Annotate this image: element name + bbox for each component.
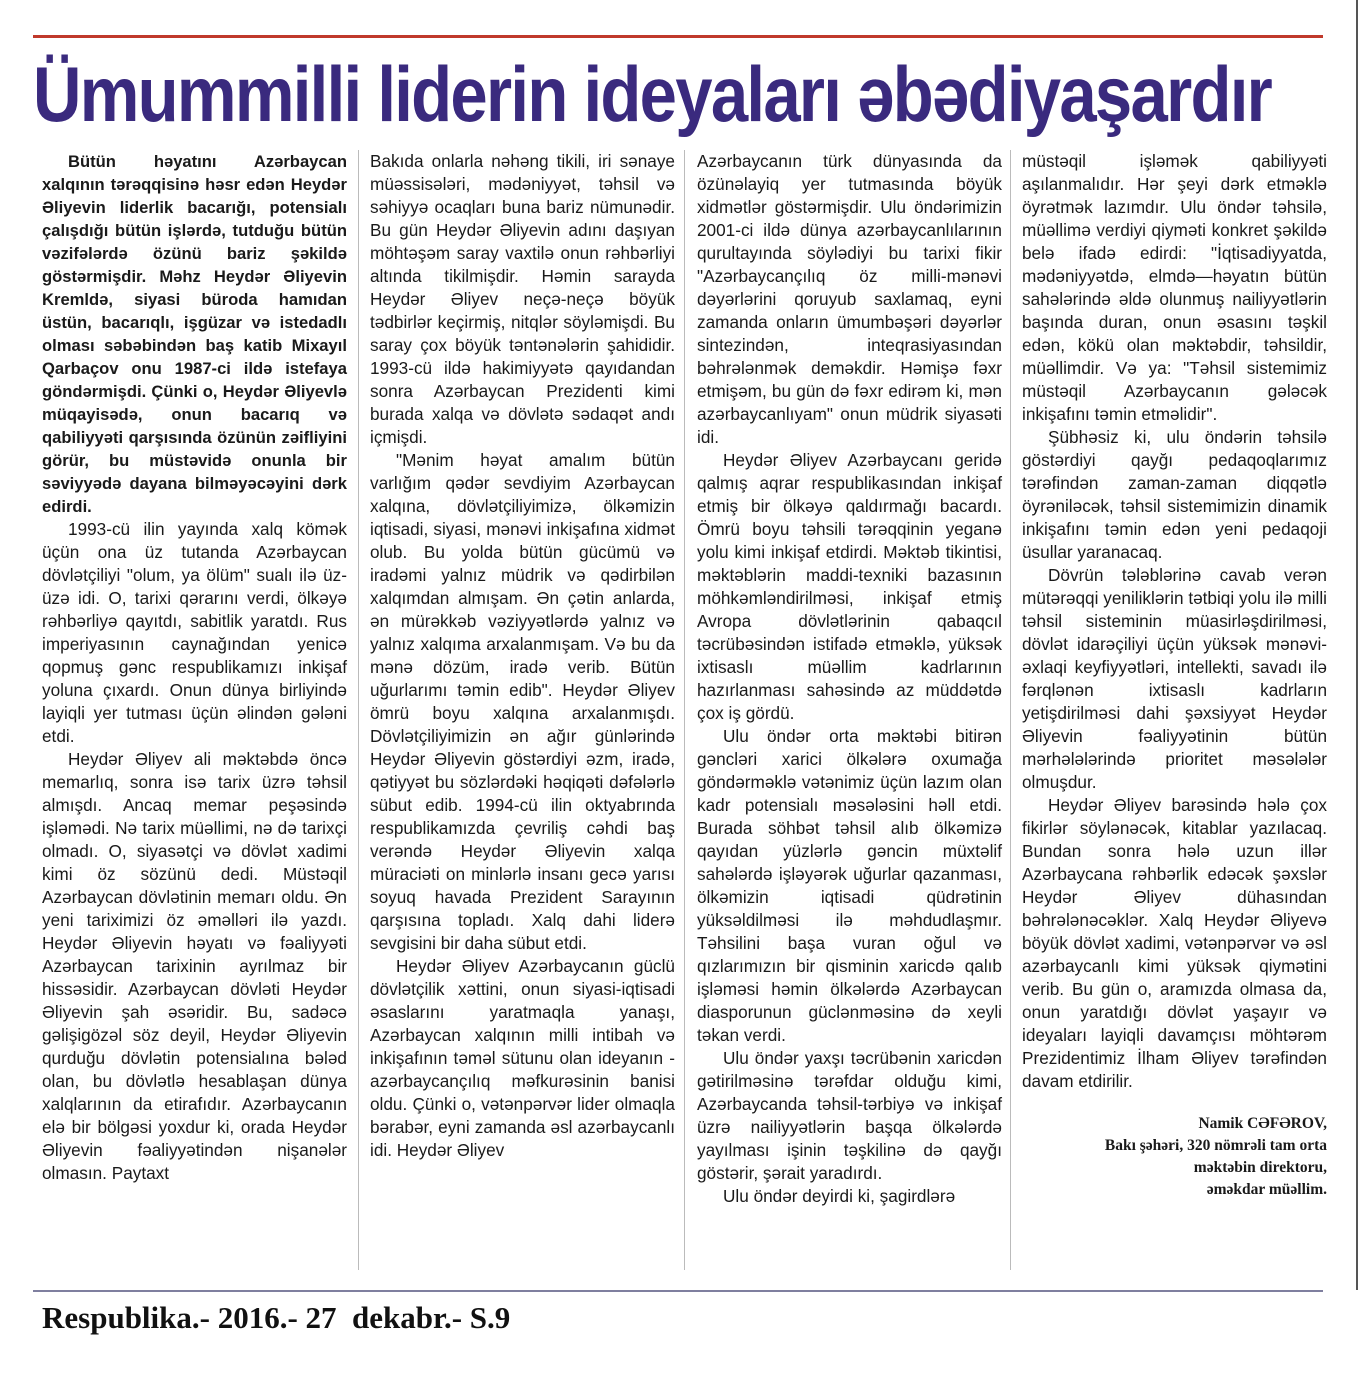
column-separator — [1010, 150, 1011, 1270]
paragraph: Dövrün tələblərinə cavab verən mütərəqqi yeniliklərin tətbiqi yolu ilə milli təhsil sisteminin müasirləşdirilməsi, dövlət idarəçiliyi üçün yüksək mənəvi-əxlaqi keyfiyyətləri, intellekti, savadı ilə fərqlənən ixtisaslı kadrların yetişdirilməsi dahi şəxsiyyət Heydər Əliyevin fəaliyyətinin bütün mərhələlərində prioritet məsələlər olmuşdur. — [1022, 565, 1327, 792]
author-title-line: məktəbin direktoru, — [1193, 1159, 1327, 1176]
column-separator — [684, 150, 685, 1270]
page-edge-line — [1356, 0, 1358, 1290]
bottom-rule — [33, 1290, 1323, 1292]
article-column-4 — [1022, 150, 1327, 1201]
author-signature — [1022, 1113, 1327, 1201]
paragraph: "Mənim həyat amalım bütün varlığım qədər sevdiyim Azərbaycan xalqına, dövlətçiliyimizə, ölkəmizin iqtisadi, siyasi, mənəvi inkişafına xidmət olub. Bu yolda bütün gücümü və iradəmi yalnız müdrik və qədirbilən xalqımdan almışam. Ən çətin anlarda, ən mürəkkəb vəziyyətlərdə yalnız və yalnız xalqıma arxalanmışam. Və bu da mənə dözüm, iradə verib. Bütün uğurlarımı təmin edib". Heydər Əliyev ömrü boyu xalqına arxalanmışdı. Dövlətçiliyimizin ən ağır günlərində Heydər Əliyevin göstərdiyi əzm, iradə, qətiyyət bu sözlərdəki həqiqəti dəfələrlə sübut edib. 1994-cü ilin oktyabrında respublikamızda çevriliş cəhdi baş verəndə Heydər Əliyevin xalqa müraciəti on minlərlə insanı gecə yarısı soyuq havada Prezident Sarayının qarşısına topladı. Xalq dahi liderə sevgisini bir daha sübut etdi. — [370, 450, 675, 953]
paragraph: Heydər Əliyev ali məktəbdə öncə memarlıq, sonra isə tarix üzrə təhsil almışdı. Ancaq memar peşəsində işləmədi. Nə tarix müəllimi, nə də tarixçi olmadı. O, siyasətçi və dövlət xadimi kimi öz sözünü dedi. Müstəqil Azərbaycan dövlətinin memarı oldu. Ən yeni tariximizi öz əməlləri ilə yazdı. Heydər Əliyevin həyatı və fəaliyyəti Azərbaycan tarixinin ayrılmaz bir hissəsidir. Azərbaycan dövləti Heydər Əliyevin şah əsəridir. Bu, sadəcə gəlişigözəl söz deyil, Heydər Əliyevin qurduğu dövlətin potensialına bələd olan, bu dövlətlə hesablaşan dünya xalqlarının da etirafıdır. Azərbaycanın elə bir bölgəsi yoxdur ki, orada Heydər Əliyevin fəaliyyətindən nişanələr olmasın. Paytaxt — [42, 749, 347, 1183]
paragraph: Azərbaycanın türk dünyasında da özünəlayiq yer tutmasında böyük xidmətlər göstərmişdir. Ulu öndərimizin 2001-ci ildə dünya azərbaycanlılarının qurultayında söylədiyi bu tarixi fikir "Azərbaycançılıq öz milli-mənəvi dəyərlərini qoruyub saxlamaq, eyni zamanda onların ümumbəşəri dəyərlər sintezindən, inteqrasiyasından bəhrələnmək deməkdir. Həmişə fəxr etmişəm, bu gün də fəxr edirəm ki, mən azərbaycanlıyam" onun müdrik siyasəti idi. — [697, 151, 1002, 447]
paragraph: Heydər Əliyev Azərbaycanı geridə qalmış aqrar respublikasından inkişaf etmiş bir ölkəyə qaldırmağı bacardı. Ömrü boyu təhsili tərəqqinin yeganə yolu kimi inkişaf etdirdi. Məktəb tikintisi, məktəblərin maddi-texniki bazasının möhkəmləndirilməsi, inkişaf etmiş Avropa dövlətlərinin qabaqcıl təcrübəsindən istifadə etməklə, yüksək ixtisaslı müəllim kadrlarının hazırlanması sahəsində az müddətdə çox iş gördü. — [697, 450, 1002, 723]
author-title-line: Bakı şəhəri, 320 nömrəli tam orta — [1104, 1137, 1327, 1154]
author-title-line: əməkdar müəllim. — [1206, 1181, 1327, 1198]
article-column-1 — [42, 150, 347, 1185]
author-name: Namik CƏFƏROV, — [1198, 1115, 1327, 1132]
source-citation: Respublika.- 2016.- 27 dekabr.- S.9 — [42, 1300, 511, 1335]
lead-paragraph: Bütün həyatını Azərbaycan xalqının tərəqqisinə həsr edən Heydər Əliyevin liderlik bacarığı, potensialı çalışdığı bütün işlərdə, tutduğu bütün vəzifələrdə özünü bariz şəkildə göstərmişdir. Məhz Heydər Əliyevin Kremldə, siyasi büroda hamıdan üstün, bacarıqlı, işgüzar və istedadlı olması səbəbindən baş katib Mixayıl Qarbaçov onu 1987-ci ildə istefaya göndərmişdi. Çünki o, Heydər Əliyevlə müqayisədə, onun bacarıq və qabiliyyəti qarşısında özünün zəifliyini görür, bu müstəvidə onunla bir səviyyədə dayana bilməyəcəyini dərk edirdi. — [42, 152, 347, 516]
paragraph: 1993-cü ilin yayında xalq kömək üçün ona üz tutanda Azərbaycan dövlətçiliyi "olum, ya ölüm" sualı ilə üz-üzə idi. O, tarixi qərarını verdi, ölkəyə rəhbərliyə qayıtdı, sabitlik yaratdı. Rus imperiyasının caynağından yenicə qopmuş gənc respublikamızı inkişaf yoluna çıxardı. Onun dünya birliyində layiqli yer tutması üçün əlindən gələni etdi. — [42, 519, 347, 746]
paragraph: Şübhəsiz ki, ulu öndərin təhsilə göstərdiyi qayğı pedaqoqlarımız tərəfindən zaman-zaman diqqətlə öyrəniləcək, təhsil sistemimizin dinamik inkişafını təmin edən yeni pedaqoji üsullar yaranacaq. — [1022, 427, 1327, 562]
article-column-2 — [370, 150, 675, 1162]
headline: Ümummilli liderin ideyaları əbədiyaşardır — [33, 50, 1272, 138]
paragraph: Ulu öndər deyirdi ki, şagirdlərə — [723, 1186, 956, 1206]
article-column-3 — [697, 150, 1002, 1208]
paragraph: müstəqil işləmək qabiliyyəti aşılanmalıdır. Hər şeyi dərk etməklə öyrətmək lazımdır. Ulu öndər təhsilə, müəllimə verdiyi qiyməti konkret şəkildə belə ifadə edirdi: "İqtisadiyyatda, mədəniyyətdə, elmdə—həyatın bütün sahələrində əldə olunmuş nailiyyətlərin başında duran, onun əsasını təşkil edən, kökü olan məktəbdir, təhsildir, müəllimdir. Və ya: "Təhsil sistemimiz müstəqil Azərbaycanın gələcək inkişafını təmin etməlidir". — [1022, 151, 1327, 424]
paragraph: Ulu öndər yaxşı təcrübənin xaricdən gətirilməsinə tərəfdar olduğu kimi, Azərbaycanda təhsil-tərbiyə və inkişaf üzrə nailiyyətlərin başqa ölkələrdə yayılması işinin təşkilinə də qayğı göstərir, şərait yaradırdı. — [697, 1048, 1002, 1183]
paragraph: Ulu öndər orta məktəbi bitirən gəncləri xarici ölkələrə oxumağa göndərməklə vətənimiz üçün lazım olan kadr potensialı məsələsini həll etdi. Burada söhbət təhsil alıb ölkəmizə qayıdan yüzlərlə gəncin müxtəlif sahələrdə işləyərək uğurlar qazanması, ölkəmizin iqtisadi qüdrətinin yüksəldilməsi ilə məhdudlaşmır. Təhsilini başa vuran oğul və qızlarımızın bir qisminin xaricdə qalıb işləməsi həmin ölkələrdə Azərbaycan diasporunun güclənməsinə də xeyli təkan verdi. — [697, 726, 1002, 1045]
paragraph: Bakıda onlarla nəhəng tikili, iri sənaye müəssisələri, mədəniyyət, təhsil və səhiyyə ocaqları buna bariz nümunədir. Bu gün Heydər Əliyevin adını daşıyan möhtəşəm saray vaxtilə onun rəhbərliyi altında tikilmişdir. Həmin sarayda Heydər Əliyev neçə-neçə böyük tədbirlər keçirmiş, nitqlər söyləmişdi. Bu saray çox böyük təntənələrin şahididir. 1993-cü ildə hakimiyyətə qayıdandan sonra Azərbaycan Prezidenti kimi burada xalqa və dövlətə sədaqət andı içmişdi. — [370, 151, 675, 447]
column-separator — [358, 150, 359, 1270]
paragraph: Heydər Əliyev Azərbaycanın güclü dövlətçilik xəttini, onun siyasi-iqtisadi əsaslarını yaratmaqla yanaşı, Azərbaycan xalqının milli intibah və inkişafının təməl sütunu olan ideyanın - azərbaycançılıq məfkurəsinin banisi oldu. Çünki o, vətənpərvər lider olmaqla bərabər, eyni zamanda əsl azərbaycanlı idi. Heydər Əliyev — [370, 956, 675, 1160]
top-rule — [33, 35, 1323, 38]
paragraph: Heydər Əliyev barəsində hələ çox fikirlər söylənəcək, kitablar yazılacaq. Bundan sonra hələ uzun illər Azərbaycana rəhbərlik edəcək şəxslər Heydər Əliyev dühasından bəhrələnəcəklər. Xalq Heydər Əliyevə böyük dövlət xadimi, vətənpərvər və əsl azərbaycanlı kimi yüksək qiymətini verib. Bu gün o, aramızda olmasa da, onun yaratdığı dövlət yaşayır və ideyaları layiqli davamçısı möhtərəm Prezidentimiz İlham Əliyev tərəfindən davam etdirilir. — [1022, 795, 1327, 1091]
